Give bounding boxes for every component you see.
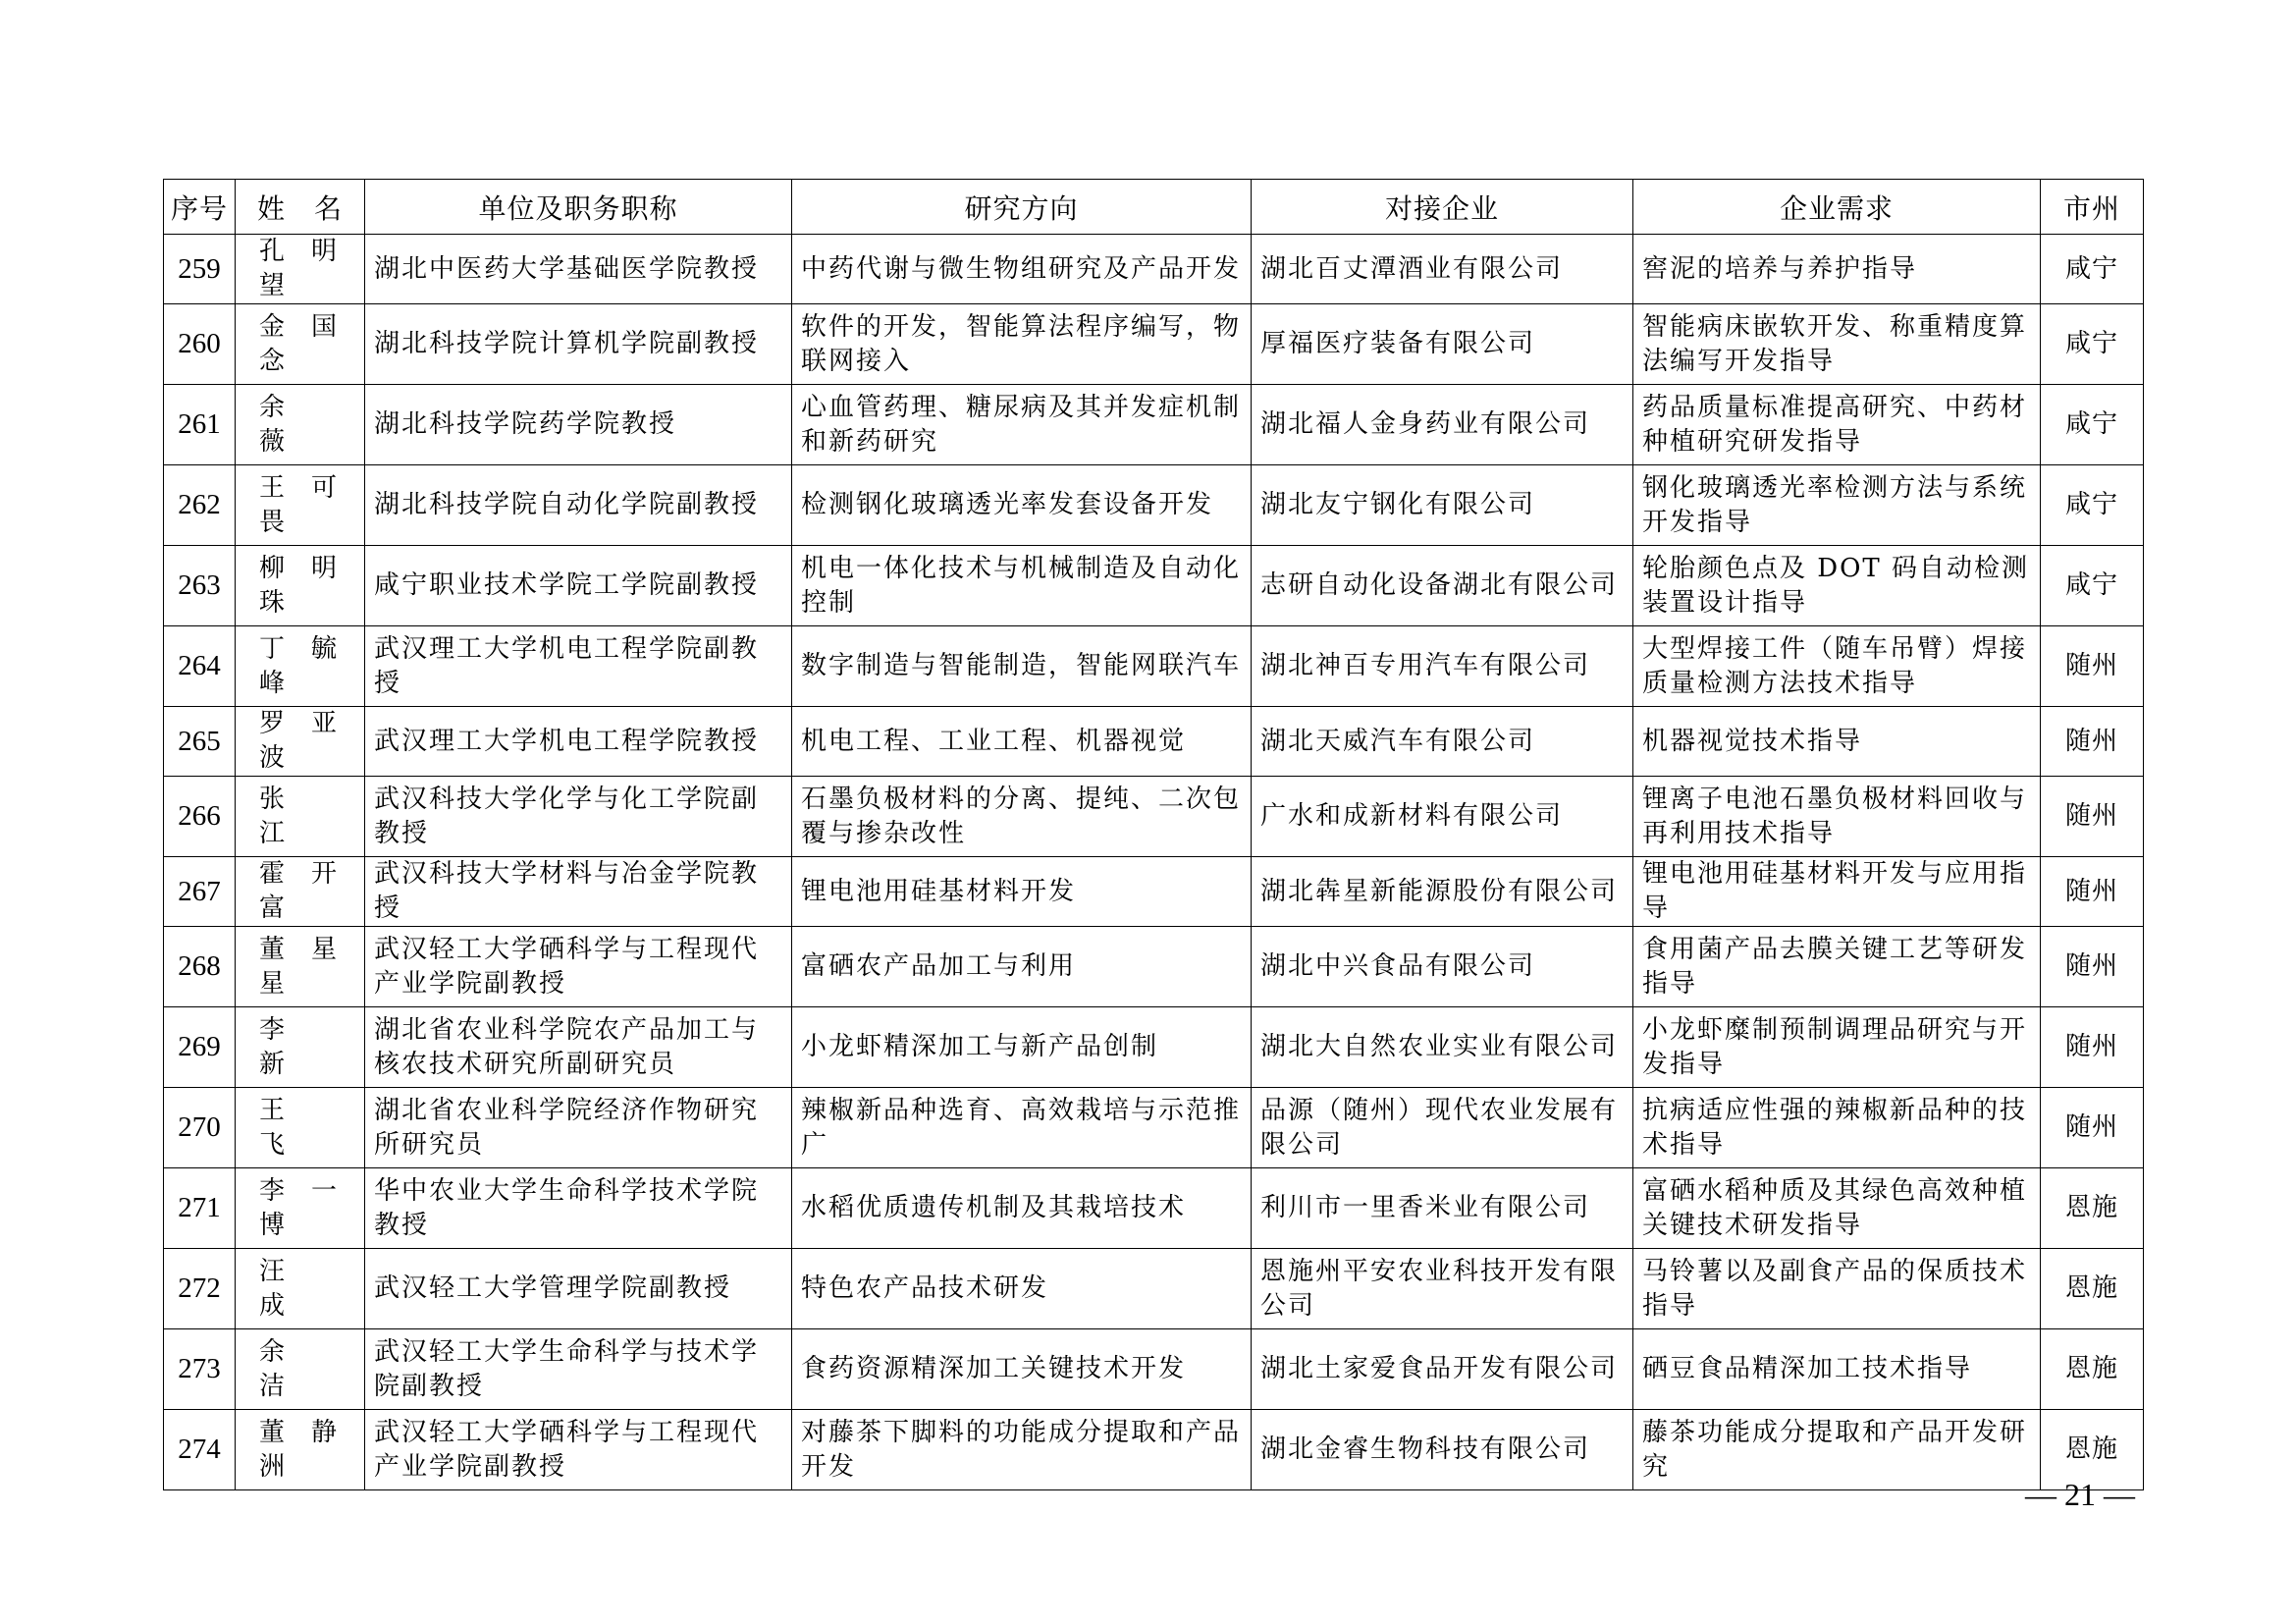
header-city: 市州	[2041, 180, 2144, 235]
row-company: 恩施州平安农业科技开发有限公司	[1252, 1249, 1633, 1329]
row-research: 心血管药理、糖尿病及其并发症机制和新药研究	[792, 385, 1252, 465]
row-serial: 265	[164, 707, 236, 777]
header-serial: 序号	[164, 180, 236, 235]
row-research: 富硒农产品加工与利用	[792, 927, 1252, 1007]
table-row	[164, 1410, 2144, 1490]
row-unit: 咸宁职业技术学院工学院副教授	[365, 546, 792, 626]
header-research: 研究方向	[792, 180, 1252, 235]
table-row	[164, 857, 2144, 927]
header-name: 姓 名	[236, 180, 365, 235]
row-city: 随州	[2041, 777, 2144, 857]
row-demand: 富硒水稻种质及其绿色高效种植关键技术研发指导	[1633, 1168, 2041, 1249]
row-city: 恩施	[2041, 1249, 2144, 1329]
header-unit: 单位及职务职称	[365, 180, 792, 235]
row-research: 食药资源精深加工关键技术开发	[792, 1329, 1252, 1410]
row-research: 特色农产品技术研发	[792, 1249, 1252, 1329]
table-row	[164, 707, 2144, 777]
row-research: 中药代谢与微生物组研究及产品开发	[792, 235, 1252, 304]
row-demand: 轮胎颜色点及 DOT 码自动检测装置设计指导	[1633, 546, 2041, 626]
row-demand: 锂电池用硅基材料开发与应用指导	[1633, 857, 2041, 927]
row-company: 厚福医疗装备有限公司	[1252, 304, 1633, 385]
row-research: 数字制造与智能制造，智能网联汽车	[792, 626, 1252, 707]
row-name: 余 薇	[236, 385, 365, 465]
row-demand: 窖泥的培养与养护指导	[1633, 235, 2041, 304]
header-demand: 企业需求	[1633, 180, 2041, 235]
row-company: 广水和成新材料有限公司	[1252, 777, 1633, 857]
row-demand: 马铃薯以及副食产品的保质技术指导	[1633, 1249, 2041, 1329]
row-demand: 锂离子电池石墨负极材料回收与再利用技术指导	[1633, 777, 2041, 857]
row-city: 咸宁	[2041, 465, 2144, 546]
row-demand: 抗病适应性强的辣椒新品种的技术指导	[1633, 1088, 2041, 1168]
row-company: 湖北土家爱食品开发有限公司	[1252, 1329, 1633, 1410]
row-city: 随州	[2041, 1007, 2144, 1088]
row-research: 锂电池用硅基材料开发	[792, 857, 1252, 927]
row-name: 金国念	[236, 304, 365, 385]
row-demand: 药品质量标准提高研究、中药材种植研究研发指导	[1633, 385, 2041, 465]
row-serial: 259	[164, 235, 236, 304]
row-unit: 武汉理工大学机电工程学院副教授	[365, 626, 792, 707]
table-row	[164, 1249, 2144, 1329]
row-research: 软件的开发，智能算法程序编写，物联网接入	[792, 304, 1252, 385]
row-company: 湖北百丈潭酒业有限公司	[1252, 235, 1633, 304]
row-city: 恩施	[2041, 1410, 2144, 1490]
row-city: 咸宁	[2041, 235, 2144, 304]
table-header	[164, 180, 2144, 235]
row-name: 罗亚波	[236, 707, 365, 777]
row-unit: 武汉科技大学化学与化工学院副教授	[365, 777, 792, 857]
row-company: 湖北中兴食品有限公司	[1252, 927, 1633, 1007]
table-row	[164, 777, 2144, 857]
header-row	[164, 180, 2144, 235]
row-unit: 武汉理工大学机电工程学院教授	[365, 707, 792, 777]
row-demand: 藤茶功能成分提取和产品开发研究	[1633, 1410, 2041, 1490]
row-unit: 武汉轻工大学硒科学与工程现代产业学院副教授	[365, 927, 792, 1007]
row-unit: 湖北省农业科学院农产品加工与核农技术研究所副研究员	[365, 1007, 792, 1088]
row-demand: 机器视觉技术指导	[1633, 707, 2041, 777]
table-row	[164, 927, 2144, 1007]
row-demand: 大型焊接工件（随车吊臂）焊接质量检测方法技术指导	[1633, 626, 2041, 707]
row-city: 恩施	[2041, 1168, 2144, 1249]
row-unit: 湖北科技学院计算机学院副教授	[365, 304, 792, 385]
row-unit: 武汉科技大学材料与冶金学院教授	[365, 857, 792, 927]
row-demand: 智能病床嵌软开发、称重精度算法编写开发指导	[1633, 304, 2041, 385]
row-city: 咸宁	[2041, 304, 2144, 385]
row-unit: 华中农业大学生命科学技术学院教授	[365, 1168, 792, 1249]
row-serial: 274	[164, 1410, 236, 1490]
table-row	[164, 304, 2144, 385]
table-row	[164, 1088, 2144, 1168]
row-city: 随州	[2041, 927, 2144, 1007]
row-research: 石墨负极材料的分离、提纯、二次包覆与掺杂改性	[792, 777, 1252, 857]
row-serial: 271	[164, 1168, 236, 1249]
row-unit: 武汉轻工大学硒科学与工程现代产业学院副教授	[365, 1410, 792, 1490]
row-serial: 261	[164, 385, 236, 465]
row-serial: 272	[164, 1249, 236, 1329]
row-research: 辣椒新品种选育、高效栽培与示范推广	[792, 1088, 1252, 1168]
row-name: 王可畏	[236, 465, 365, 546]
row-demand: 食用菌产品去膜关键工艺等研发指导	[1633, 927, 2041, 1007]
row-serial: 263	[164, 546, 236, 626]
row-city: 随州	[2041, 857, 2144, 927]
row-demand: 小龙虾糜制预制调理品研究与开发指导	[1633, 1007, 2041, 1088]
row-name: 王 飞	[236, 1088, 365, 1168]
row-city: 咸宁	[2041, 546, 2144, 626]
row-city: 咸宁	[2041, 385, 2144, 465]
row-unit: 湖北科技学院自动化学院副教授	[365, 465, 792, 546]
table-row	[164, 626, 2144, 707]
row-name: 李一博	[236, 1168, 365, 1249]
row-serial: 262	[164, 465, 236, 546]
row-company: 湖北犇星新能源股份有限公司	[1252, 857, 1633, 927]
row-company: 利川市一里香米业有限公司	[1252, 1168, 1633, 1249]
row-company: 湖北神百专用汽车有限公司	[1252, 626, 1633, 707]
row-demand: 硒豆食品精深加工技术指导	[1633, 1329, 2041, 1410]
table-body	[164, 235, 2144, 1490]
row-demand: 钢化玻璃透光率检测方法与系统开发指导	[1633, 465, 2041, 546]
row-city: 随州	[2041, 1088, 2144, 1168]
table-row	[164, 1329, 2144, 1410]
experts-table	[163, 179, 2144, 1490]
table-row	[164, 1007, 2144, 1088]
row-unit: 湖北中医药大学基础医学院教授	[365, 235, 792, 304]
row-name: 丁毓峰	[236, 626, 365, 707]
row-serial: 266	[164, 777, 236, 857]
row-serial: 270	[164, 1088, 236, 1168]
row-company: 志研自动化设备湖北有限公司	[1252, 546, 1633, 626]
page-number: — 21 —	[2025, 1477, 2135, 1512]
row-city: 恩施	[2041, 1329, 2144, 1410]
row-city: 随州	[2041, 707, 2144, 777]
row-research: 机电一体化技术与机械制造及自动化控制	[792, 546, 1252, 626]
row-research: 小龙虾精深加工与新产品创制	[792, 1007, 1252, 1088]
row-serial: 264	[164, 626, 236, 707]
row-research: 机电工程、工业工程、机器视觉	[792, 707, 1252, 777]
table-row	[164, 385, 2144, 465]
header-company: 对接企业	[1252, 180, 1633, 235]
row-research: 水稻优质遗传机制及其栽培技术	[792, 1168, 1252, 1249]
row-name: 张 江	[236, 777, 365, 857]
row-name: 董星星	[236, 927, 365, 1007]
row-name: 孔明望	[236, 235, 365, 304]
row-name: 霍开富	[236, 857, 365, 927]
row-company: 湖北福人金身药业有限公司	[1252, 385, 1633, 465]
row-unit: 武汉轻工大学管理学院副教授	[365, 1249, 792, 1329]
row-unit: 武汉轻工大学生命科学与技术学院副教授	[365, 1329, 792, 1410]
row-research: 对藤茶下脚料的功能成分提取和产品开发	[792, 1410, 1252, 1490]
row-name: 李 新	[236, 1007, 365, 1088]
row-company: 湖北天威汽车有限公司	[1252, 707, 1633, 777]
row-name: 余 洁	[236, 1329, 365, 1410]
row-serial: 269	[164, 1007, 236, 1088]
row-research: 检测钢化玻璃透光率发套设备开发	[792, 465, 1252, 546]
table-row	[164, 1168, 2144, 1249]
row-company: 湖北友宁钢化有限公司	[1252, 465, 1633, 546]
row-company: 湖北大自然农业实业有限公司	[1252, 1007, 1633, 1088]
row-name: 柳明珠	[236, 546, 365, 626]
row-company: 湖北金睿生物科技有限公司	[1252, 1410, 1633, 1490]
row-serial: 268	[164, 927, 236, 1007]
row-company: 品源（随州）现代农业发展有限公司	[1252, 1088, 1633, 1168]
row-serial: 260	[164, 304, 236, 385]
row-serial: 273	[164, 1329, 236, 1410]
row-unit: 湖北科技学院药学院教授	[365, 385, 792, 465]
table-row	[164, 235, 2144, 304]
row-serial: 267	[164, 857, 236, 927]
table-row	[164, 465, 2144, 546]
table-row	[164, 546, 2144, 626]
row-unit: 湖北省农业科学院经济作物研究所研究员	[365, 1088, 792, 1168]
row-city: 随州	[2041, 626, 2144, 707]
row-name: 董静洲	[236, 1410, 365, 1490]
row-name: 汪 成	[236, 1249, 365, 1329]
